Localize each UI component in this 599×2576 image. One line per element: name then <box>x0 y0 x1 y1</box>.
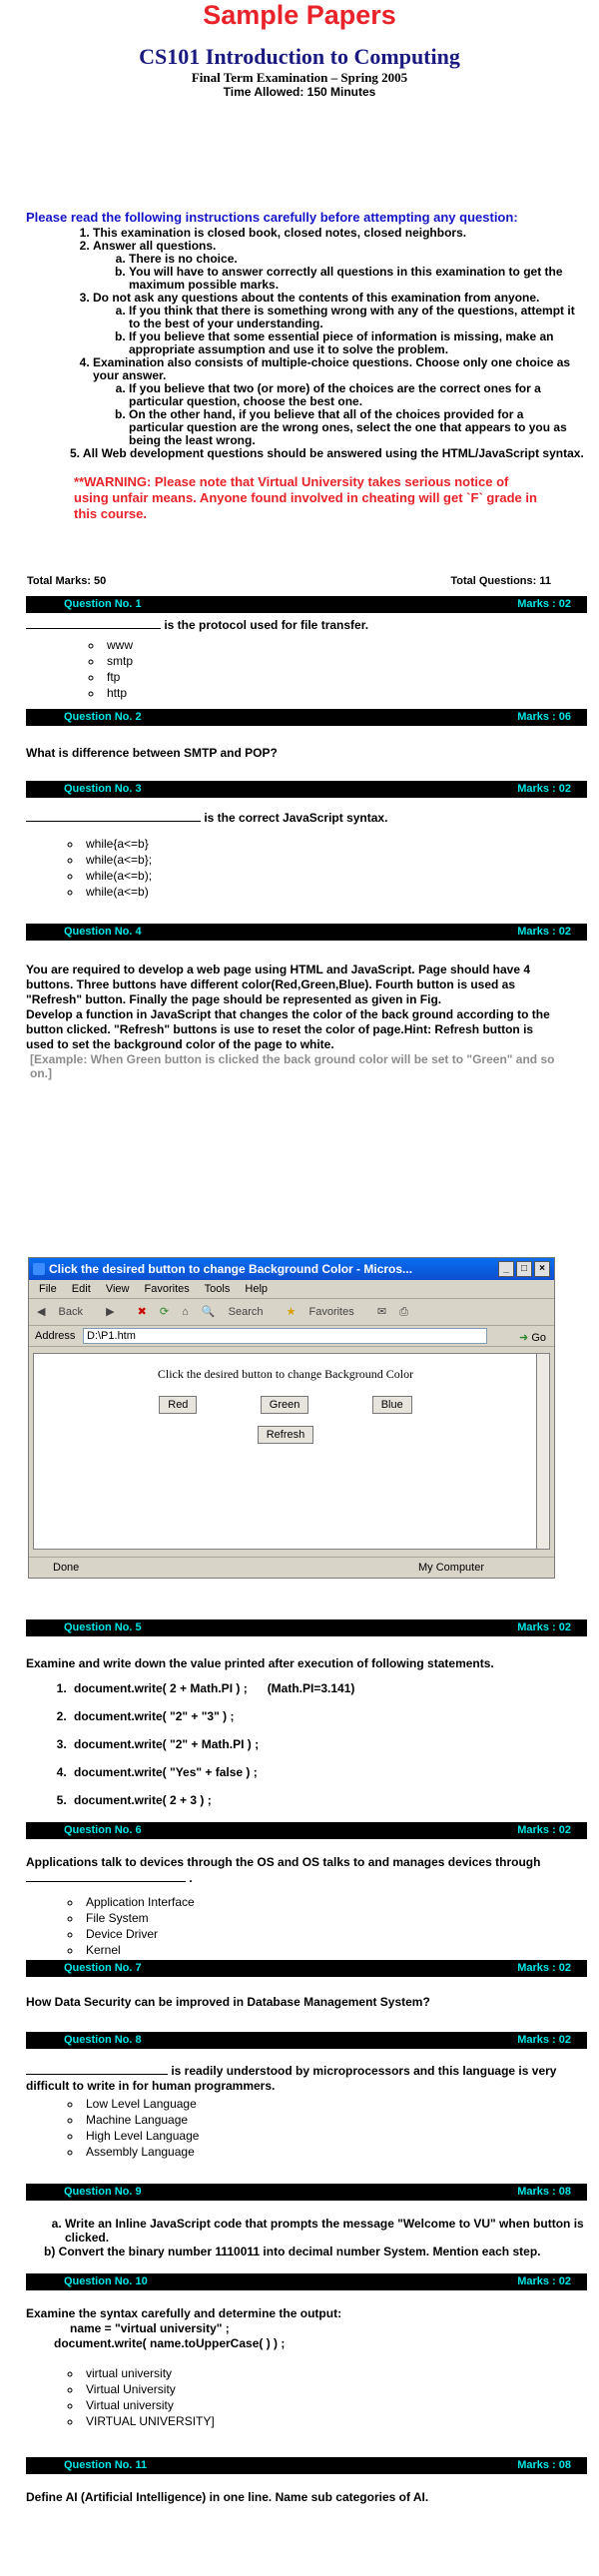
menu-view[interactable]: View <box>105 1283 130 1295</box>
instruction-item: 1. This examination is closed book, closed notes, closed neighbors. <box>93 227 589 240</box>
totals-row <box>0 575 599 587</box>
option-item[interactable]: ◦ VIRTUAL UNIVERSITY] <box>82 2413 599 2429</box>
page-header <box>0 0 599 99</box>
statement-item: 5. document.write( 2 + 3 ) ; <box>70 1793 599 1808</box>
question-4-header: Question No. 4 Marks : 02 <box>26 924 587 941</box>
instruction-subitem: a. If you believe that two (or more) of the choices are the correct ones for a particular question, choose the best one. <box>129 382 579 408</box>
option-item[interactable]: ◦ Device Driver <box>82 1926 599 1942</box>
stop-icon[interactable]: ✖ <box>137 1306 147 1318</box>
option-item[interactable]: ◦ while{a<=b} <box>82 836 599 852</box>
question-11-header: Question No. 11 Marks : 08 <box>26 2457 587 2474</box>
statement-item: 1. document.write( 2 + Math.PI ) ; (Math.PI=3.141) <box>70 1681 599 1696</box>
statement-item: 3. document.write( "2" + Math.PI ) ; <box>70 1737 599 1752</box>
address-bar <box>29 1326 554 1347</box>
window-controls <box>498 1261 550 1277</box>
question-10-options <box>0 2365 599 2429</box>
status-bar <box>29 1557 554 1578</box>
menu-favorites[interactable]: Favorites <box>144 1283 190 1295</box>
question-6-header: Question No. 6 Marks : 02 <box>26 1822 587 1839</box>
question-1-header: Question No. 1 Marks : 02 <box>26 596 587 613</box>
instruction-subitem: a. If you think that there is something wrong with any of the questions, attempt it to the best of your understanding. <box>129 305 579 330</box>
question-2-text: What is difference between SMTP and POP? <box>26 746 278 760</box>
star-icon: ★ <box>286 1306 297 1318</box>
refresh-button[interactable]: Refresh <box>258 1426 314 1444</box>
viewport-heading: Click the desired button to change Background Color <box>157 1367 414 1381</box>
question-8-header: Question No. 8 Marks : 02 <box>26 2032 587 2049</box>
question-4-para-1: You are required to develop a web page using HTML and JavaScript. Page should have 4 buttons. Three buttons have different color(Red,Green,Blue). Fourth button is used as "Refresh" button. Finally the page should be represented as given in Fig. <box>26 963 531 1006</box>
title-bar <box>29 1258 554 1280</box>
favorites-button[interactable]: ★ Favorites <box>286 1306 354 1318</box>
instruction-subitem: b. On the other hand, if you believe that all of the choices provided for a particular question are the wrong ones, select the one that appears to you as being the least wrong. <box>129 408 579 447</box>
option-item[interactable]: ◦ Kernel <box>82 1942 599 1958</box>
statement-item: 4. document.write( "Yes" + false ) ; <box>70 1765 599 1780</box>
menu-file[interactable]: File <box>39 1283 57 1295</box>
code-line-2: document.write( name.toUpperCase( ) ) ; <box>54 2336 286 2350</box>
option-item[interactable]: ◦ Assembly Language <box>82 2144 599 2160</box>
option-item[interactable]: ◦ http <box>103 685 599 701</box>
option-item[interactable]: ◦ Application Interface <box>82 1894 599 1910</box>
question-6-options <box>0 1894 599 1958</box>
question-4-example: [Example: When Green button is clicked the back ground color will be set to "Green" and so on.] <box>30 1052 555 1080</box>
close-icon[interactable]: × <box>534 1261 550 1277</box>
question-8-text: is readily understood by microprocessors and this language is very difficult to write in for human programmers. <box>26 2064 557 2093</box>
answer-blank <box>26 2063 168 2075</box>
vertical-scrollbar[interactable] <box>536 1353 550 1550</box>
mail-icon[interactable]: ✉ <box>376 1306 387 1318</box>
course-title: CS101 Introduction to Computing <box>139 44 460 69</box>
address-input[interactable]: D:\P1.htm <box>83 1328 487 1344</box>
question-4-para-2: Develop a function in JavaScript that changes the color of the back ground according to the button clicked. "Refresh" buttons is use to reset the color of page.Hint: Refresh button is used to set the background color of the page to white. <box>26 1007 550 1051</box>
question-8-options <box>0 2096 599 2160</box>
option-item[interactable]: ◦ High Level Language <box>82 2128 599 2144</box>
lower-questions <box>0 1619 599 2505</box>
question-2-header: Question No. 2 Marks : 06 <box>26 709 587 726</box>
option-item[interactable]: ◦ Machine Language <box>82 2112 599 2128</box>
instruction-item: 3. Do not ask any questions about the contents of this examination from anyone. a. If you think that there is something wrong with any of the questions, attempt it to the best of your understanding. b. If you believe that some essential piece of information is missing, make an appropriate assumption and use it to solve the problem. <box>93 292 589 356</box>
option-item[interactable]: ◦ while(a<=b}; <box>82 852 599 868</box>
forward-arrow-icon: ▶ <box>106 1306 115 1318</box>
status-text: Done <box>53 1562 80 1574</box>
instruction-subitem: a. There is no choice. <box>129 253 579 266</box>
refresh-icon[interactable]: ⟳ <box>159 1306 170 1318</box>
instructions-heading: Please read the following instructions carefully before attempting any question: <box>26 210 518 225</box>
time-allowed: Time Allowed: 150 Minutes <box>223 85 376 99</box>
option-item[interactable]: ◦ smtp <box>103 653 599 669</box>
maximize-icon[interactable]: □ <box>516 1261 532 1277</box>
option-item[interactable]: ◦ while(a<=b) <box>82 884 599 900</box>
question-3-options <box>0 836 599 900</box>
question-9-part-b: b) Convert the binary number 1110011 into decimal number System. Mention each step. <box>44 2245 541 2258</box>
search-icon: 🔍 <box>201 1306 216 1318</box>
warning-notice: **WARNING: Please note that Virtual University takes serious notice of using unfair means. Anyone found involved in cheating will get `F` grade in this course. <box>74 474 537 521</box>
browser-window-figure <box>28 1257 555 1579</box>
option-item[interactable]: ◦ Virtual university <box>82 2397 599 2413</box>
question-3-header: Question No. 3 Marks : 02 <box>26 781 587 798</box>
total-questions: Total Questions: 11 <box>450 575 551 587</box>
instruction-item-5: 5. All Web development questions should be answered using the HTML/JavaScript syntax. <box>70 446 584 460</box>
print-icon[interactable]: ⎙ <box>399 1306 408 1318</box>
code-line-1: name = "virtual university" ; <box>70 2321 230 2335</box>
question-3-text: is the correct JavaScript syntax. <box>26 810 559 826</box>
instructions-list <box>0 227 599 447</box>
question-5-text: Examine and write down the value printed after execution of following statements. <box>26 1656 494 1670</box>
question-9-header: Question No. 9 Marks : 08 <box>26 2184 587 2201</box>
window-title: Click the desired button to change Background Color - Micros... <box>49 1262 413 1276</box>
question-7-text: How Data Security can be improved in Database Management System? <box>26 1995 430 2009</box>
option-item[interactable]: ◦ File System <box>82 1910 599 1926</box>
search-button[interactable]: 🔍 Search <box>201 1306 264 1318</box>
sample-papers-title: Sample Papers <box>203 0 396 30</box>
question-10-header: Question No. 10 Marks : 02 <box>26 2273 587 2290</box>
answer-blank <box>26 810 201 822</box>
back-arrow-icon: ◀ <box>37 1306 46 1318</box>
question-6-text: Applications talk to devices through the OS and OS talks to and manages devices through . <box>26 1855 541 1885</box>
go-arrow-icon: ➜ <box>519 1332 529 1344</box>
toolbar <box>29 1299 554 1326</box>
part-item: a. Write an Inline JavaScript code that prompts the message "Welcome to VU" when button is clicked. <box>65 2217 599 2245</box>
home-icon[interactable]: ⌂ <box>182 1306 189 1318</box>
instruction-item: 4. Examination also consists of multiple-choice questions. Choose only one choice as your answer. a. If you believe that two (or more) of the choices are the correct ones for a particular question, choose the best one. b. On the other hand, if you believe that all of the choices provided for a particular question are the wrong ones, select the one that appears to you as being the least wrong. <box>93 356 589 447</box>
instruction-item: 2. Answer all questions. a. There is no choice. b. You will have to answer correctly all questions in this examination to get the maximum possible marks. <box>93 240 589 292</box>
total-marks: Total Marks: 50 <box>27 575 107 587</box>
ie-icon <box>33 1263 45 1275</box>
minimize-icon[interactable]: _ <box>498 1261 514 1277</box>
question-5-statements <box>0 1681 599 1808</box>
refresh-row <box>34 1426 537 1444</box>
go-button[interactable]: ➜ Go <box>519 1332 546 1344</box>
option-item[interactable]: ◦ while(a<=b); <box>82 868 599 884</box>
question-5-header: Question No. 5 Marks : 02 <box>26 1619 587 1636</box>
statement-item: 2. document.write( "2" + "3" ) ; <box>70 1709 599 1724</box>
question-1-options <box>0 637 599 701</box>
option-item[interactable]: ◦ www <box>103 637 599 653</box>
menu-tools[interactable]: Tools <box>204 1283 231 1295</box>
instructions <box>0 210 599 522</box>
security-zone: My Computer <box>418 1562 485 1574</box>
menu-edit[interactable]: Edit <box>71 1283 91 1295</box>
menu-help[interactable]: Help <box>245 1283 269 1295</box>
answer-blank <box>26 617 161 629</box>
instruction-subitem: b. If you believe that some essential piece of information is missing, make an appropriate assumption and use it to solve the problem. <box>129 330 579 356</box>
blue-button[interactable]: Blue <box>372 1396 412 1414</box>
back-button[interactable]: ◀ Back <box>37 1306 83 1318</box>
question-7-header: Question No. 7 Marks : 02 <box>26 1960 587 1977</box>
forward-button[interactable] <box>106 1306 124 1318</box>
green-button[interactable]: Green <box>261 1396 309 1414</box>
option-item[interactable]: ◦ Virtual University <box>82 2381 599 2397</box>
option-item[interactable]: ◦ ftp <box>103 669 599 685</box>
question-10-text: Examine the syntax carefully and determine the output: <box>26 2306 342 2320</box>
address-label: Address <box>35 1330 76 1342</box>
answer-blank <box>26 1870 186 1882</box>
red-button[interactable]: Red <box>159 1396 197 1414</box>
color-buttons <box>34 1396 537 1414</box>
instruction-subitem: b. You will have to answer correctly all questions in this examination to get the maximum possible marks. <box>129 266 579 292</box>
page-viewport <box>33 1353 538 1550</box>
question-1-text: is the protocol used for file transfer. <box>26 617 559 633</box>
exam-name: Final Term Examination – Spring 2005 <box>191 70 408 85</box>
question-9-parts <box>0 2217 599 2245</box>
question-11-text: Define AI (Artificial Intelligence) in one line. Name sub categories of AI. <box>26 2490 429 2504</box>
option-item[interactable]: ◦ Low Level Language <box>82 2096 599 2112</box>
option-item[interactable]: ◦ virtual university <box>82 2365 599 2381</box>
menu-bar <box>29 1280 554 1299</box>
